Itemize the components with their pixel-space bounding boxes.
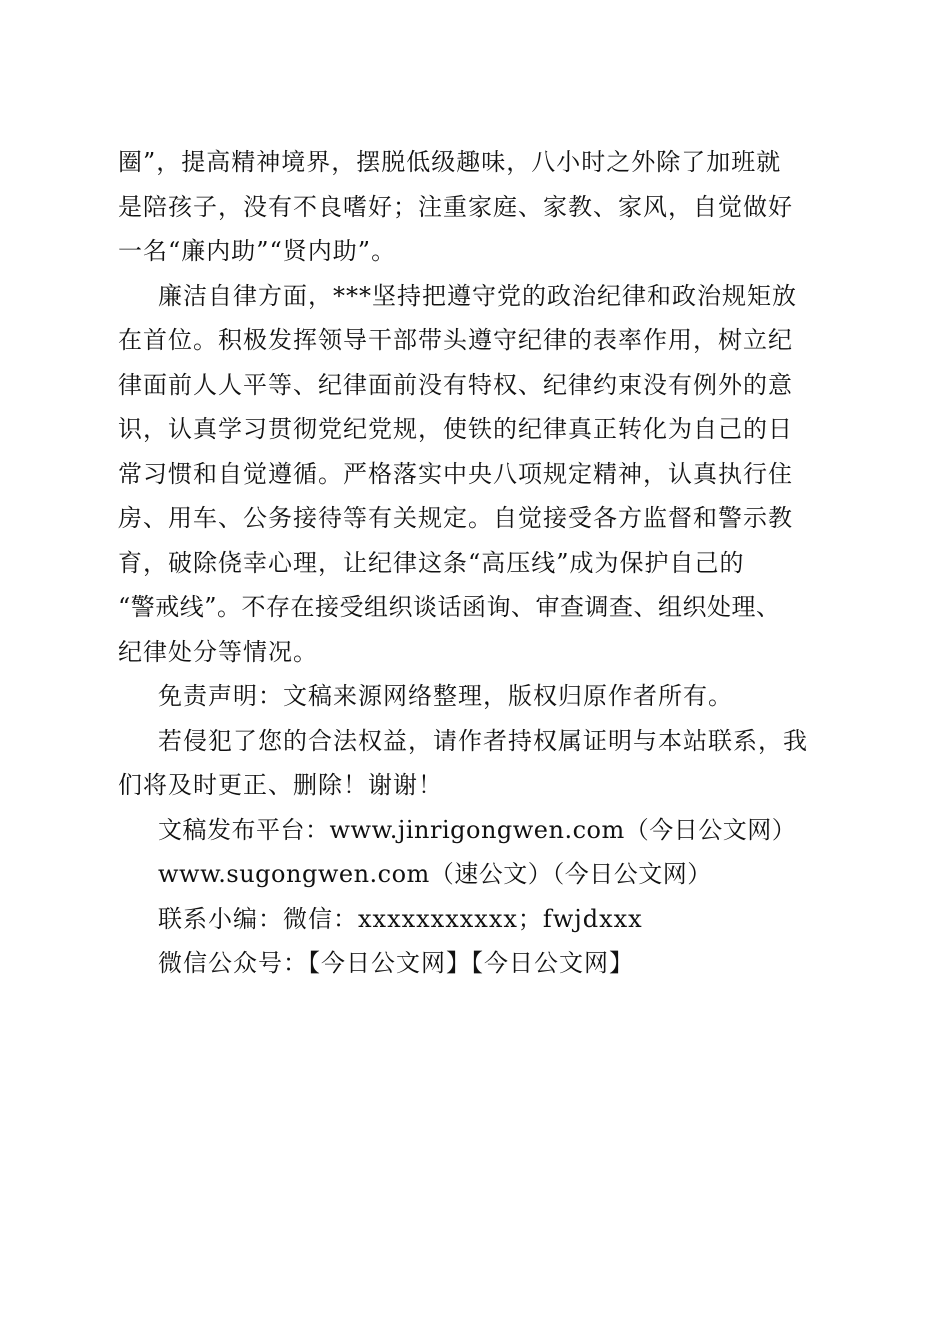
- wechat-account: 微信公众号：【今日公文网】【今日公文网】: [158, 949, 634, 977]
- disclaimer-statement: 免责声明：文稿来源网络整理，版权归原作者所有。: [158, 682, 733, 710]
- text-line: 房、用车、公务接待等有关规定。自觉接受各方监督和警示教: [118, 504, 793, 532]
- text-line: 廉洁自律方面，***坚持把遵守党的政治纪律和政治规矩放: [158, 281, 797, 310]
- paragraph-integrity-discipline: [118, 274, 838, 675]
- document-body: [118, 140, 838, 986]
- text-line: “警戒线”。不存在接受组织谈话函询、审查调查、组织处理、: [118, 593, 781, 621]
- publish-platform-link[interactable]: 文稿发布平台：www.jinrigongwen.com（今日公文网）: [158, 815, 797, 844]
- text-line: 常习惯和自觉遵循。严格落实中央八项规定精神，认真执行住: [118, 459, 793, 488]
- text-line: 律面前人人平等、纪律面前没有特权、纪律约束没有例外的意: [118, 370, 793, 399]
- disclaimer-block: [118, 674, 838, 986]
- text-line: 纪律处分等情况。: [118, 637, 318, 666]
- infringement-notice-continued: 们将及时更正、删除！谢谢！: [118, 771, 443, 799]
- text-line: 在首位。积极发挥领导干部带头遵守纪律的表率作用，树立纪: [118, 326, 793, 354]
- text-line: 是陪孩子，没有不良嗜好；注重家庭、家教、家风，自觉做好: [118, 192, 793, 221]
- infringement-notice: 若侵犯了您的合法权益，请作者持权属证明与本站联系，我: [158, 726, 808, 755]
- paragraph-family-conduct: [118, 140, 838, 274]
- alt-site-link[interactable]: www.sugongwen.com（速公文）（今日公文网）: [158, 860, 712, 888]
- text-line: 一名“廉内助”“贤内助”。: [118, 237, 397, 265]
- contact-editor: 联系小编：微信：xxxxxxxxxxx；fwjdxxx: [158, 904, 643, 933]
- text-line: 育，破除侥幸心理，让纪律这条“高压线”成为保护自己的: [118, 548, 745, 577]
- text-line: 识，认真学习贯彻党纪党规，使铁的纪律真正转化为自己的日: [118, 415, 793, 443]
- text-line: 圈”，提高精神境界，摆脱低级趣味，八小时之外除了加班就: [118, 148, 782, 176]
